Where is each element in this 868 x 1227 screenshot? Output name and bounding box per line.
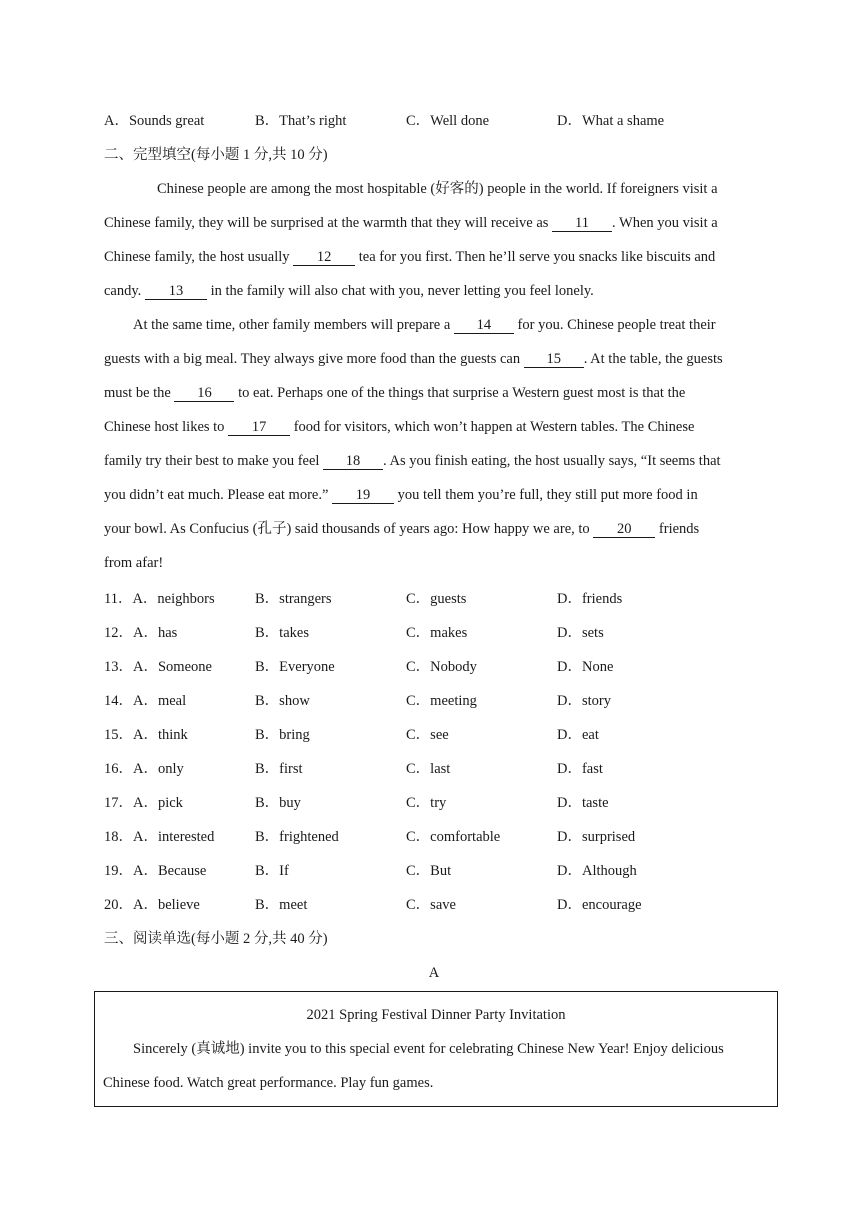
passage-line: At the same time, other family members will prepare a 14 for you. Chinese people treat their <box>133 317 716 333</box>
option-b: B．buy <box>255 795 301 811</box>
blank-13: 13 <box>145 283 207 300</box>
option-c: C．try <box>406 795 447 811</box>
option-d: D．encourage <box>557 897 642 913</box>
option-d: D．Although <box>557 863 637 879</box>
blank-15: 15 <box>524 351 584 368</box>
option-d: D．What a shame <box>557 113 665 129</box>
option-a: 13．A．Someone <box>104 659 212 675</box>
option-a: A．Sounds great <box>104 113 205 129</box>
option-c: C．comfortable <box>406 829 501 845</box>
option-b: B．If <box>255 863 289 879</box>
option-d: D．None <box>557 659 614 675</box>
section-title-reading: 三、阅读单选(每小题 2 分,共 40 分) <box>104 931 328 947</box>
blank-17: 17 <box>228 419 290 436</box>
passage-line: must be the 16 to eat. Perhaps one of the things that surprise a Western guest most is that the <box>104 385 686 401</box>
section-title-cloze: 二、完型填空(每小题 1 分,共 10 分) <box>104 147 328 163</box>
passage-line: from afar! <box>104 555 164 571</box>
passage-line: family try their best to make you feel 18 . As you finish eating, the host usually says, “It seems that <box>104 453 721 469</box>
option-d: D．fast <box>557 761 603 777</box>
option-b: B．takes <box>255 625 309 641</box>
option-c: C．meeting <box>406 693 477 709</box>
option-b: B．frightened <box>255 829 339 845</box>
passage-line: you didn’t eat much. Please eat more.” 19 you tell them you’re full, they still put more food in <box>104 487 698 503</box>
question-row <box>104 759 784 779</box>
option-d: D．friends <box>557 591 623 607</box>
passage-line: Chinese host likes to 17 food for visitors, which won’t happen at Western tables. The Chinese <box>104 419 695 435</box>
question-row <box>104 895 784 915</box>
option-d: D．eat <box>557 727 599 743</box>
option-c: C．last <box>406 761 451 777</box>
invitation-line: Sincerely (真诚地) invite you to this special event for celebrating Chinese New Year! Enjoy delicious <box>133 1041 724 1057</box>
blank-19: 19 <box>332 487 394 504</box>
passage-line: guests with a big meal. They always give more food than the guests can 15 . At the table, the guests <box>104 351 723 367</box>
blank-12: 12 <box>293 249 355 266</box>
option-a: 14．A．meal <box>104 693 187 709</box>
option-a: 20．A．believe <box>104 897 200 913</box>
passage-line: your bowl. As Confucius (孔子) said thousands of years ago: How happy we are, to 20 friends <box>104 521 700 537</box>
question-row <box>104 623 784 643</box>
option-c: C．Nobody <box>406 659 477 675</box>
passage-line: Chinese family, the host usually 12 tea for you first. Then he’ll serve you snacks like biscuits and <box>104 249 716 265</box>
option-a: 17．A．pick <box>104 795 183 811</box>
blank-11: 11 <box>552 215 612 232</box>
option-c: C．see <box>406 727 449 743</box>
question-row <box>104 861 784 881</box>
blank-16: 16 <box>174 385 234 402</box>
blank-18: 18 <box>323 453 383 470</box>
question-row <box>104 725 784 745</box>
option-a: 18．A．interested <box>104 829 215 845</box>
option-d: D．story <box>557 693 611 709</box>
option-b: B．bring <box>255 727 310 743</box>
option-b: B．first <box>255 761 303 777</box>
option-a: 16．A．only <box>104 761 184 777</box>
option-c: C．But <box>406 863 452 879</box>
option-c: C．makes <box>406 625 468 641</box>
option-d: D．sets <box>557 625 604 641</box>
question-row <box>104 691 784 711</box>
option-b: B．That’s right <box>255 113 347 129</box>
option-b: B．meet <box>255 897 308 913</box>
blank-14: 14 <box>454 317 514 334</box>
question-row <box>104 827 784 847</box>
option-c: C．guests <box>406 591 467 607</box>
invitation-box <box>94 991 778 1107</box>
option-d: D．taste <box>557 795 609 811</box>
option-a: 15．A．think <box>104 727 188 743</box>
question-row <box>104 589 784 609</box>
passage-line: candy. 13 in the family will also chat with you, never letting you feel lonely. <box>104 283 594 299</box>
prev-question-options <box>104 111 784 131</box>
option-b: B．strangers <box>255 591 332 607</box>
blank-20: 20 <box>593 521 655 538</box>
passage-line: Chinese people are among the most hospitable (好客的) people in the world. If foreigners visit a <box>157 181 718 197</box>
option-c: C．save <box>406 897 456 913</box>
option-b: B．show <box>255 693 310 709</box>
question-row <box>104 793 784 813</box>
option-b: B．Everyone <box>255 659 335 675</box>
invitation-line: Chinese food. Watch great performance. Play fun games. <box>103 1075 434 1091</box>
option-a: 11．A．neighbors <box>104 591 215 607</box>
option-a: 19．A．Because <box>104 863 207 879</box>
option-d: D．surprised <box>557 829 636 845</box>
invitation-title: 2021 Spring Festival Dinner Party Invitation <box>306 1007 566 1023</box>
part-label: A <box>428 965 440 981</box>
passage-line: Chinese family, they will be surprised at the warmth that they will receive as 11 . When you visit a <box>104 215 718 231</box>
option-c: C．Well done <box>406 113 489 129</box>
option-a: 12．A．has <box>104 625 178 641</box>
question-row <box>104 657 784 677</box>
